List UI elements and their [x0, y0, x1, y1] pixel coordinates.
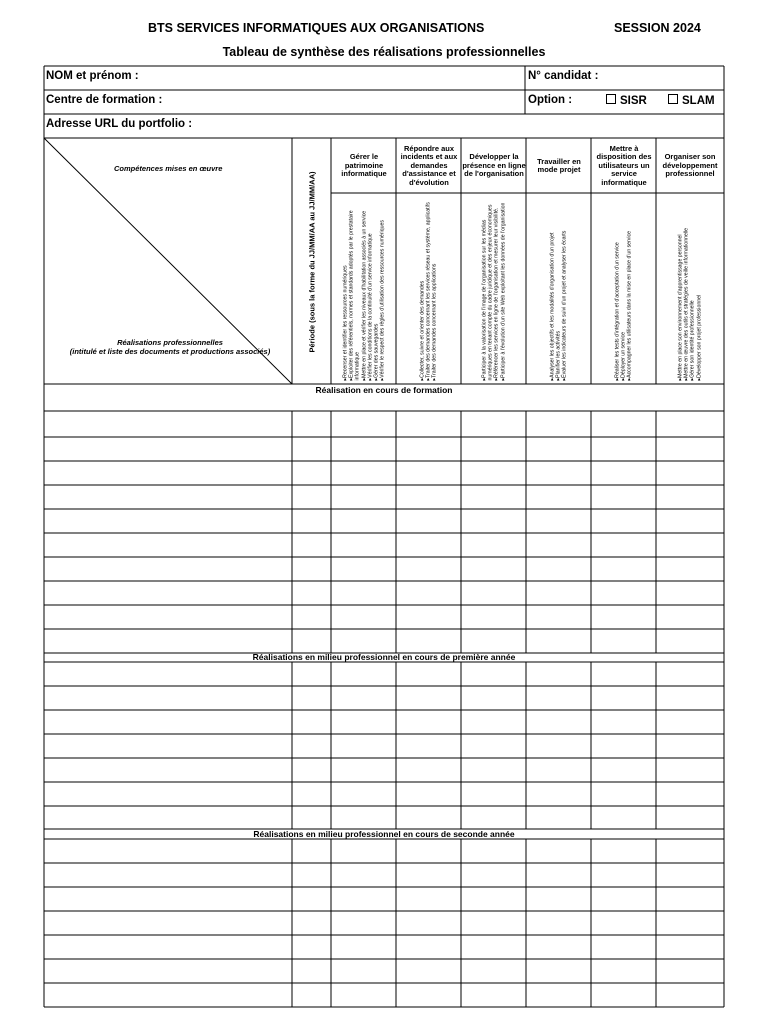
- realisations-header-label: [60, 338, 280, 356]
- competence-header-3: Développer la présence en ligne de l'organisation: [462, 152, 526, 179]
- competence-item: ▸Développer son projet professionnel: [696, 294, 703, 381]
- competences-header-label: Compétences mises en œuvre: [114, 164, 223, 173]
- competence-item: ▸Traiter des demandes concernant les applications: [432, 263, 439, 381]
- realisations-subtitle: (intitulé et liste des documents et productions associés): [69, 347, 271, 356]
- option-slam-label: SLAM: [682, 95, 715, 107]
- competence-item: ▸Planifier les activités: [555, 330, 562, 381]
- candidate-number-label: N° candidat :: [528, 70, 599, 82]
- period-header-label: Période (sous la forme du JJ/MM/AA au JJ/MM/AA): [307, 171, 317, 353]
- option-label: Option :: [528, 94, 573, 106]
- checkbox-icon: [668, 94, 678, 104]
- competence-item: ▸Mettre en place et vérifier les niveaux d'habilitation associés à un service: [360, 210, 367, 381]
- section-first-year: Réalisations en milieu professionnel en cours de première année: [252, 652, 516, 662]
- competence-item: ▸Traiter des demandes concernant les services réseau et système, applicatifs: [425, 202, 432, 381]
- option-sisr-checkbox[interactable]: [606, 94, 647, 107]
- competence-item: ▸Évaluer les indicateurs de suivi d'un projet et analyser les écarts: [562, 230, 569, 381]
- checkbox-icon: [606, 94, 616, 104]
- competence-item: ▸Participer à la valorisation de l'image de l'organisation sur les médias numériques en tenant compte du cadre juridique et des enjeux économiques: [481, 204, 494, 381]
- portfolio-url-label: Adresse URL du portfolio :: [46, 118, 193, 130]
- training-center-label: Centre de formation :: [46, 94, 163, 106]
- competence-detail-5: [615, 196, 634, 381]
- competence-item: ▸Recenser et identifier les ressources numériques: [342, 265, 349, 381]
- competence-item: ▸Collecter, suivre et orienter des demandes: [419, 280, 426, 381]
- section-second-year: Réalisations en milieu professionnel en cours de seconde année: [253, 829, 515, 839]
- competence-item: ▸Accompagner les utilisateurs dans la mise en place d'un service: [627, 231, 634, 381]
- competence-item: ▸Référencer les services en ligne de l'organisation et mesurer leur visibilité.: [494, 207, 500, 381]
- option-sisr-label: SISR: [620, 95, 647, 107]
- competence-detail-2: [420, 196, 439, 381]
- competence-item: ▸Gérer son identité professionnelle: [690, 300, 696, 381]
- competence-item: ▸Gérer des sauvegardes: [373, 323, 380, 381]
- competence-header-2: Répondre aux incidents et aux demandes d'assistance et d'évolution: [400, 143, 458, 187]
- document-subtitle: Tableau de synthèse des réalisations professionnelles: [222, 45, 546, 59]
- option-slam-checkbox[interactable]: [668, 94, 715, 107]
- competence-item: ▸Mettre en place son environnement d'apprentissage personnel: [677, 234, 684, 381]
- competence-item: ▸Vérifier le respect des règles d'utilisation des ressources numériques: [379, 220, 386, 381]
- competence-item: ▸Déployer un service: [620, 332, 627, 381]
- competence-header-5: Mettre à disposition des utilisateurs un service informatique: [596, 143, 652, 187]
- competence-detail-3: [482, 196, 507, 381]
- competence-header-4: Travailler en mode projet: [537, 156, 581, 174]
- competence-item: ▸Mettre en œuvre des outils et stratégies de veille informationnelle: [683, 227, 690, 381]
- competence-item: ▸Analyser les objectifs et les modalités d'organisation d'un projet: [549, 232, 556, 381]
- competence-detail-4: [550, 196, 569, 381]
- competence-item: ▸Vérifier les conditions de la continuité d'un service informatique: [367, 233, 374, 381]
- competence-detail-1: [342, 196, 385, 381]
- competence-item: ▸Exploiter des référentiels, normes et standards adoptés par le prestataire informatique: [348, 210, 361, 381]
- competence-item: ▸Participer à l'évolution d'un site Web exploitant les données de l'organisation: [500, 202, 507, 381]
- competence-header-6: Organiser son développement professionnel: [662, 152, 718, 179]
- competence-header-1: Gérer le patrimoine informatique: [341, 152, 387, 179]
- section-formation: Réalisation en cours de formation: [315, 385, 453, 395]
- name-field-label: NOM et prénom :: [46, 70, 139, 82]
- document-title: BTS SERVICES INFORMATIQUES AUX ORGANISATIONS: [148, 21, 485, 35]
- competence-detail-6: [678, 196, 703, 381]
- competence-item: ▸Réaliser les tests d'intégration et d'acceptation d'un service: [614, 242, 621, 381]
- session-label: SESSION 2024: [614, 21, 701, 35]
- realisations-title: Réalisations professionnelles: [117, 338, 223, 347]
